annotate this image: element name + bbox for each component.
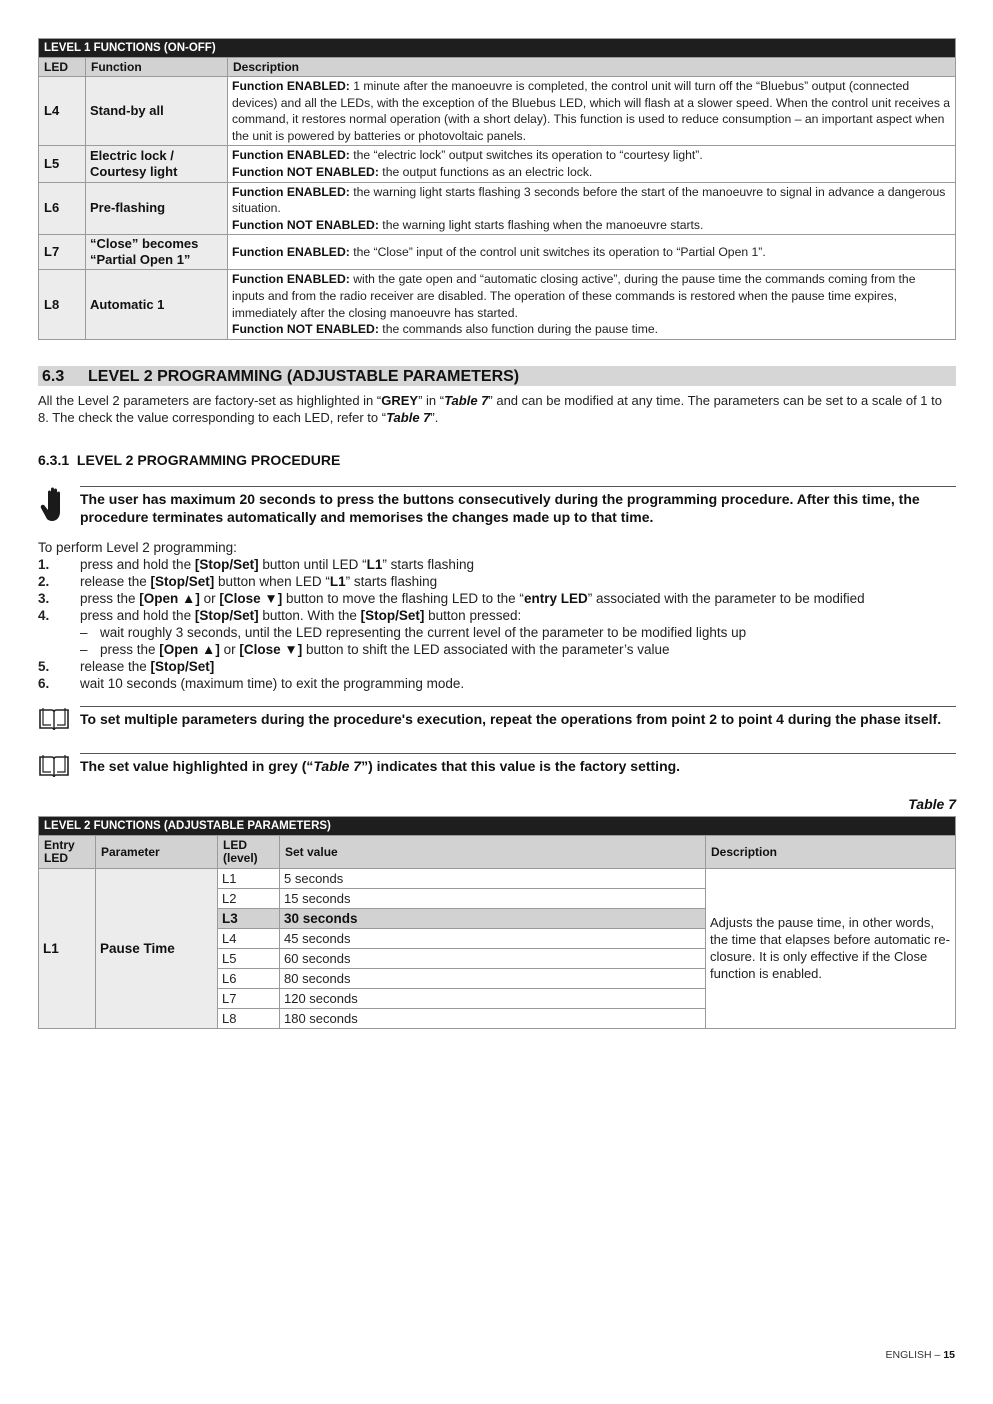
level1-functions-table [38, 38, 956, 340]
led-cell: L6 [39, 182, 86, 235]
note-text: The set value highlighted in grey (“Table 7”) indicates that this value is the factory setting. [80, 753, 956, 784]
led-level-cell: L4 [218, 928, 280, 948]
column-header-description: Description [228, 58, 956, 77]
enabled-label: Function ENABLED: [232, 79, 350, 93]
warning-text: The user has maximum 20 seconds to press the buttons consecutively during the programming procedure. After this time, the procedure terminates automatically and memorises the changes made up to that time. [80, 486, 956, 529]
step-text: press the [Open ▲] or [Close ▼] button to shift the LED associated with the parameter’s value [100, 641, 670, 657]
led-level-cell: L5 [218, 948, 280, 968]
step-text: press and hold the [Stop/Set] button. With the [Stop/Set] button pressed: [80, 607, 522, 623]
function-cell: Electric lock / Courtesy light [86, 146, 228, 182]
not-enabled-text: the commands also function during the pause time. [378, 322, 659, 337]
page-footer [886, 1349, 955, 1361]
step-text: press the [Open ▲] or [Close ▼] button to move the flashing LED to the “entry LED” associated with the parameter to be modified [80, 590, 865, 606]
enabled-label: Function ENABLED: [232, 272, 350, 287]
hand-stop-icon [38, 486, 80, 529]
section-number: 6.3 [42, 367, 65, 385]
column-header-led-level: LED (level) [218, 835, 280, 868]
parameter-cell: Pause Time [96, 868, 218, 1028]
set-value-cell: 80 seconds [280, 968, 706, 988]
column-header-set-value: Set value [280, 835, 706, 868]
book-icon [38, 706, 80, 737]
intro-text: ” and can be modified at any time. The parameters can be set to a scale of 1 to 8. The check the value corresponding to each LED, refer to “ [38, 392, 942, 425]
description-cell [228, 182, 956, 235]
subsection-title: LEVEL 2 PROGRAMMING PROCEDURE [76, 451, 341, 468]
step-text: wait roughly 3 seconds, until the LED representing the current level of the parameter to be modified lights up [100, 624, 747, 640]
entry-led-cell: L1 [39, 868, 96, 1028]
not-enabled-text: the output functions as an electric lock. [378, 164, 593, 179]
table-row [39, 868, 956, 888]
intro-text: ”. [430, 409, 439, 425]
led-cell: L8 [39, 270, 86, 339]
step-number: 2. [38, 573, 50, 589]
description-cell [228, 235, 956, 270]
subsection-heading [38, 452, 956, 468]
not-enabled-text: the warning light starts flashing when the manoeuvre starts. [378, 217, 704, 232]
table-row [39, 146, 956, 182]
set-value-cell: 60 seconds [280, 948, 706, 968]
column-header-parameter: Parameter [96, 835, 218, 868]
list-item [38, 658, 956, 675]
enabled-text: with the gate open and “automatic closing active”, during the pause time the commands coming from the inputs and from the radio receiver are disabled. The operation of these commands is restored when the pause time expires, immediately after the closing manoeuvre has started. [232, 272, 916, 320]
list-item [38, 607, 956, 624]
table-caption: LEVEL 1 FUNCTIONS (ON-OFF) [39, 39, 956, 58]
step-number: 6. [38, 675, 50, 691]
step-number: 4. [38, 607, 50, 623]
led-level-cell: L2 [218, 888, 280, 908]
step-text: release the [Stop/Set] button when LED “L1” starts flashing [80, 573, 438, 589]
step-text: press and hold the [Stop/Set] button until LED “L1” starts flashing [80, 556, 474, 572]
not-enabled-label: Function NOT ENABLED: [232, 322, 379, 337]
info-note [38, 706, 956, 737]
enabled-text: the “electric lock” output switches its operation to “courtesy light”. [349, 148, 703, 163]
led-cell: L7 [39, 235, 86, 270]
dash-bullet: – [80, 641, 88, 657]
footer-language: ENGLISH – [885, 1349, 944, 1361]
description-cell [228, 77, 956, 146]
set-value-cell: 45 seconds [280, 928, 706, 948]
level2-functions-table [38, 816, 956, 1029]
info-note [38, 753, 956, 784]
table-ref: Table 7 [386, 409, 431, 425]
function-cell: Stand-by all [86, 77, 228, 146]
step-number: 5. [38, 658, 50, 674]
not-enabled-label: Function NOT ENABLED: [232, 217, 379, 232]
function-cell: “Close” becomes “Partial Open 1” [86, 235, 228, 270]
list-item [38, 675, 956, 692]
dash-bullet: – [80, 624, 88, 640]
grey-keyword: GREY [381, 392, 419, 408]
description-cell: Adjusts the pause time, in other words, the time that elapses before automatic re-closure. It is only effective if the Close function is enabled. [706, 868, 956, 1028]
enabled-label: Function ENABLED: [232, 184, 350, 199]
set-value-cell: 120 seconds [280, 988, 706, 1008]
list-item [38, 573, 956, 590]
section-intro [38, 392, 956, 426]
step-number: 1. [38, 556, 50, 572]
table-caption: LEVEL 2 FUNCTIONS (ADJUSTABLE PARAMETERS) [39, 816, 956, 835]
enabled-label: Function ENABLED: [232, 148, 350, 163]
book-icon [38, 753, 80, 784]
led-cell: L4 [39, 77, 86, 146]
column-header-function: Function [86, 58, 228, 77]
section-heading [38, 366, 956, 386]
enabled-text: the warning light starts flashing 3 seconds before the start of the manoeuvre to signal in advance a dangerous situation. [232, 184, 946, 216]
column-header-entry-led: Entry LED [39, 835, 96, 868]
note-text: To set multiple parameters during the procedure's execution, repeat the operations from point 2 to point 4 during the phase itself. [80, 706, 956, 737]
column-header-description: Description [706, 835, 956, 868]
enabled-text: 1 minute after the manoeuvre is completed, the control unit will turn off the “Bluebus” output (connected devices) and all the LEDs, with the exception of the Bluebus LED, which will flash at a slower speed. When the control unit receives a command, it restores normal operation (with a short delay). This function is used to reduce consumption – an important aspect when the unit is powered by batteries or photovoltaic panels. [232, 79, 951, 143]
function-cell: Pre-flashing [86, 182, 228, 235]
table-label: Table 7 [908, 795, 956, 812]
description-cell [228, 270, 956, 339]
set-value-cell: 5 seconds [280, 868, 706, 888]
step-text: wait 10 seconds (maximum time) to exit the programming mode. [80, 675, 465, 691]
list-item [38, 641, 956, 658]
table-row [39, 182, 956, 235]
procedure-intro: To perform Level 2 programming: [38, 539, 237, 555]
column-header-led: LED [39, 58, 86, 77]
warning-note [38, 486, 956, 529]
led-level-cell: L8 [218, 1008, 280, 1028]
led-level-cell: L1 [218, 868, 280, 888]
led-level-cell: L7 [218, 988, 280, 1008]
set-value-cell: 30 seconds [280, 908, 706, 928]
table-row [39, 235, 956, 270]
set-value-cell: 15 seconds [280, 888, 706, 908]
led-cell: L5 [39, 146, 86, 182]
led-level-cell: L3 [218, 908, 280, 928]
step-number: 3. [38, 590, 50, 606]
not-enabled-label: Function NOT ENABLED: [232, 164, 379, 179]
procedure-steps [38, 539, 956, 692]
list-item [38, 590, 956, 607]
intro-text: All the Level 2 parameters are factory-set as highlighted in “ [38, 392, 382, 408]
document-page [38, 38, 956, 1029]
table-row [39, 270, 956, 339]
list-item [38, 624, 956, 641]
subsection-number: 6.3.1 [38, 451, 70, 468]
table-ref: Table 7 [444, 392, 489, 408]
intro-text: ” in “ [418, 392, 445, 408]
section-title: LEVEL 2 PROGRAMMING (ADJUSTABLE PARAMETERS) [88, 367, 520, 385]
set-value-cell: 180 seconds [280, 1008, 706, 1028]
enabled-text: the “Close” input of the control unit switches its operation to “Partial Open 1”. [349, 245, 766, 260]
step-text: release the [Stop/Set] [80, 658, 215, 674]
list-item [38, 556, 956, 573]
function-cell: Automatic 1 [86, 270, 228, 339]
table-row [39, 77, 956, 146]
page-number: 15 [943, 1349, 955, 1361]
led-level-cell: L6 [218, 968, 280, 988]
description-cell [228, 146, 956, 182]
enabled-label: Function ENABLED: [232, 245, 350, 260]
